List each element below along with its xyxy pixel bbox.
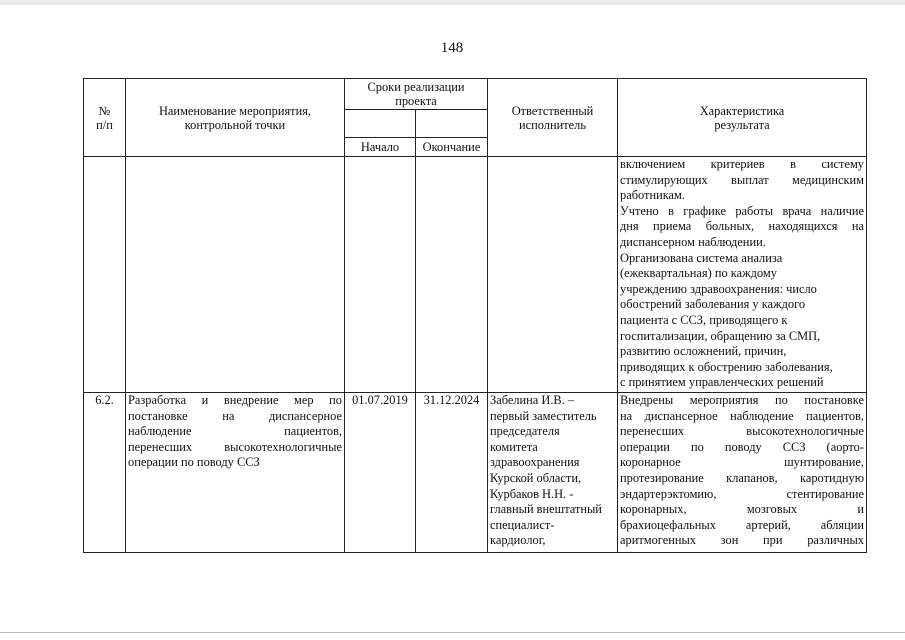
page-number: 148 [440,40,464,56]
row2-start: 01.07.2019 [345,393,416,553]
name-line: перенесших высокотехнологичные [128,439,342,454]
responsible-line: комитета [490,439,538,454]
row2-responsible [488,393,618,553]
result-line: Учтено в графике работы врача наличие [620,203,864,218]
responsible-line: главный внештатный [490,502,602,517]
table-row-6-2 [84,393,867,553]
header-blank-end [416,110,488,138]
plan-table [83,78,867,553]
row1-responsible [488,157,618,393]
header-blank-start [345,110,416,138]
result-line: брахиоцефальных артерий, абляции [620,517,864,532]
result-line: пациента с ССЗ, приводящего к [620,312,788,327]
result-line: протезирование клапанов, каротидную [620,470,864,485]
header-end: Окончание [416,138,488,157]
result-line: стимулирующих выплат медицинским [620,172,864,187]
result-line: коронарных, мозговых и [620,502,864,517]
responsible-line: Курской области, [490,470,582,485]
responsible-line: Забелина И.В. – [490,393,575,407]
header-name: Наименование мероприятия, контрольной точки [126,79,345,157]
row2-result [618,393,867,553]
result-line: развитию осложнений, причин, [620,344,787,359]
result-line: эндартерэктомию, стентирование [620,486,864,501]
name-line: операции по поводу ССЗ [128,455,260,470]
result-line: с принятием управленческих решений [620,375,824,390]
responsible-line: специалист- [490,517,555,532]
responsible-line: первый заместитель [490,408,597,423]
result-line: Внедрены мероприятия по постановке [620,393,864,407]
row2-num: 6.2. [84,393,126,553]
row1-name [126,157,345,393]
row1-result [618,157,867,393]
result-line: госпитализации, обращению за СМП, [620,328,821,343]
responsible-line: здравоохранения [490,455,580,470]
result-line: операции по поводу ССЗ (аорто- [620,439,864,454]
scan-edge-top [0,0,905,5]
responsible-line: председателя [490,424,560,439]
responsible-line: кардиолог, [490,533,546,548]
header-terms: Сроки реализации проекта [345,79,488,110]
header-result: Характеристика результата [618,79,867,157]
name-line: наблюдение пациентов, [128,424,342,439]
result-line: работникам. [620,188,685,203]
result-line: учреждению здравоохранения: число [620,281,817,296]
row1-end [416,157,488,393]
header-start: Начало [345,138,416,157]
result-line: диспансерном наблюдении. [620,234,766,249]
header-responsible: Ответственный исполнитель [488,79,618,157]
scan-line-bottom [0,632,905,633]
table-row-continued [84,157,867,393]
result-line: дня приема больных, находящихся на [620,219,864,234]
result-line: перенесших высокотехнологичные [620,424,864,439]
result-line: коронарное шунтирование, [620,455,864,470]
header-num: № п/п [84,79,126,157]
result-line: приводящих к обострению заболевания, [620,359,833,374]
row2-end: 31.12.2024 [416,393,488,553]
row1-start [345,157,416,393]
header-row-1 [84,79,867,110]
result-line: Организована система анализа [620,250,783,265]
result-line: обострений заболевания у каждого [620,297,806,312]
row2-name [126,393,345,553]
result-line: на диспансерное наблюдение пациентов, [620,408,864,423]
result-line: включением критериев в систему [620,157,864,171]
name-line: постановке на диспансерное [128,408,342,423]
result-line: (ежеквартальная) по каждому [620,266,777,281]
name-line: Разработка и внедрение мер по [128,393,342,407]
row1-num [84,157,126,393]
responsible-line: Курбаков Н.Н. - [490,486,574,501]
result-line: аритмогенных зон при различных [620,533,864,548]
